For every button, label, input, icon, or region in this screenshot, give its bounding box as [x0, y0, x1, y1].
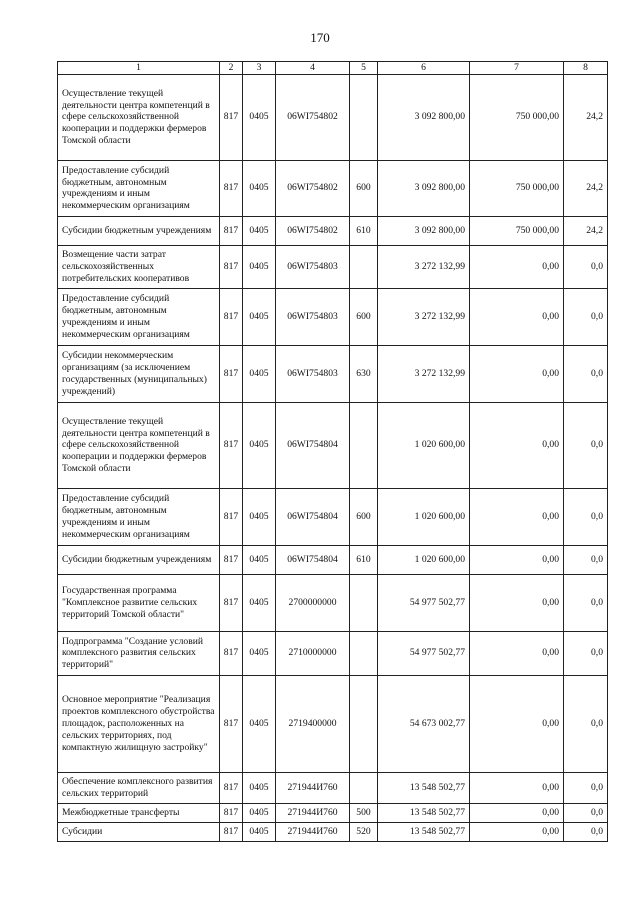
table-row — [58, 288, 608, 345]
cell-section: 0405 — [243, 345, 276, 402]
cell-target-article: 271944И760 — [276, 803, 350, 822]
table-row — [58, 74, 608, 160]
cell-actual-amount: 0,00 — [470, 288, 564, 345]
cell-plan-amount: 13 548 502,77 — [378, 772, 470, 803]
cell-section: 0405 — [243, 216, 276, 245]
cell-admin-code: 817 — [220, 160, 243, 216]
column-header: 1 — [58, 62, 220, 75]
table-row — [58, 545, 608, 574]
cell-expense-type: 600 — [350, 488, 378, 545]
row-name: Осуществление текущей деятельности центра компетенций в сфере сельскохозяйственной кооперации и поддержки фермеров Томской области — [58, 74, 220, 160]
table-row — [58, 803, 608, 822]
cell-actual-amount: 750 000,00 — [470, 160, 564, 216]
cell-section: 0405 — [243, 74, 276, 160]
cell-actual-amount: 0,00 — [470, 631, 564, 675]
cell-target-article: 06WI754802 — [276, 74, 350, 160]
cell-actual-amount: 0,00 — [470, 803, 564, 822]
table-row — [58, 772, 608, 803]
column-header: 5 — [350, 62, 378, 75]
table-row — [58, 216, 608, 245]
cell-target-article: 2710000000 — [276, 631, 350, 675]
cell-admin-code: 817 — [220, 675, 243, 772]
cell-target-article: 06WI754802 — [276, 216, 350, 245]
cell-section: 0405 — [243, 631, 276, 675]
row-name: Осуществление текущей деятельности центра компетенций в сфере сельскохозяйственной кооперации и поддержки фермеров Томской области — [58, 402, 220, 488]
cell-percent: 0,0 — [564, 822, 608, 841]
cell-expense-type — [350, 631, 378, 675]
cell-section: 0405 — [243, 574, 276, 631]
cell-percent: 0,0 — [564, 574, 608, 631]
cell-section: 0405 — [243, 803, 276, 822]
cell-plan-amount: 3 092 800,00 — [378, 216, 470, 245]
cell-expense-type — [350, 402, 378, 488]
cell-admin-code: 817 — [220, 631, 243, 675]
column-header: 6 — [378, 62, 470, 75]
cell-percent: 24,2 — [564, 74, 608, 160]
cell-target-article: 06WI754802 — [276, 160, 350, 216]
cell-section: 0405 — [243, 402, 276, 488]
cell-target-article: 2700000000 — [276, 574, 350, 631]
row-name: Субсидии бюджетным учреждениям — [58, 545, 220, 574]
cell-target-article: 271944И760 — [276, 822, 350, 841]
row-name: Предоставление субсидий бюджетным, автономным учреждениям и иным некоммерческим организациям — [58, 288, 220, 345]
table-row — [58, 574, 608, 631]
cell-percent: 0,0 — [564, 402, 608, 488]
cell-section: 0405 — [243, 772, 276, 803]
table-row — [58, 488, 608, 545]
cell-actual-amount: 0,00 — [470, 772, 564, 803]
cell-admin-code: 817 — [220, 245, 243, 288]
cell-expense-type: 500 — [350, 803, 378, 822]
cell-admin-code: 817 — [220, 402, 243, 488]
cell-expense-type: 600 — [350, 160, 378, 216]
cell-plan-amount: 54 977 502,77 — [378, 574, 470, 631]
cell-actual-amount: 750 000,00 — [470, 216, 564, 245]
cell-percent: 0,0 — [564, 288, 608, 345]
cell-percent: 0,0 — [564, 803, 608, 822]
table-row — [58, 245, 608, 288]
cell-target-article: 06WI754804 — [276, 402, 350, 488]
cell-admin-code: 817 — [220, 74, 243, 160]
column-header: 8 — [564, 62, 608, 75]
cell-percent: 0,0 — [564, 488, 608, 545]
cell-actual-amount: 0,00 — [470, 345, 564, 402]
cell-target-article: 271944И760 — [276, 772, 350, 803]
row-name: Межбюджетные трансферты — [58, 803, 220, 822]
cell-target-article: 06WI754803 — [276, 345, 350, 402]
table-row — [58, 160, 608, 216]
cell-plan-amount: 3 272 132,99 — [378, 345, 470, 402]
cell-target-article: 06WI754803 — [276, 245, 350, 288]
row-name: Возмещение части затрат сельскохозяйственных потребительских кооперативов — [58, 245, 220, 288]
cell-admin-code: 817 — [220, 803, 243, 822]
row-name: Подпрограмма "Создание условий комплексного развития сельских территорий" — [58, 631, 220, 675]
cell-percent: 0,0 — [564, 675, 608, 772]
row-name: Обеспечение комплексного развития сельских территорий — [58, 772, 220, 803]
cell-expense-type: 610 — [350, 216, 378, 245]
row-name: Предоставление субсидий бюджетным, автономным учреждениям и иным некоммерческим организациям — [58, 160, 220, 216]
row-name: Субсидии бюджетным учреждениям — [58, 216, 220, 245]
row-name: Государственная программа "Комплексное развитие сельских территорий Томской области" — [58, 574, 220, 631]
page-number: 170 — [310, 30, 330, 45]
cell-target-article: 06WI754804 — [276, 488, 350, 545]
cell-target-article: 06WI754803 — [276, 288, 350, 345]
cell-plan-amount: 3 092 800,00 — [378, 74, 470, 160]
cell-percent: 0,0 — [564, 345, 608, 402]
table-row — [58, 631, 608, 675]
cell-section: 0405 — [243, 545, 276, 574]
cell-actual-amount: 0,00 — [470, 488, 564, 545]
cell-section: 0405 — [243, 822, 276, 841]
cell-plan-amount: 1 020 600,00 — [378, 488, 470, 545]
cell-percent: 0,0 — [564, 631, 608, 675]
row-name: Субсидии некоммерческим организациям (за исключением государственных (муниципальных) учреждений) — [58, 345, 220, 402]
cell-section: 0405 — [243, 675, 276, 772]
cell-admin-code: 817 — [220, 574, 243, 631]
cell-admin-code: 817 — [220, 488, 243, 545]
cell-actual-amount: 0,00 — [470, 822, 564, 841]
header-row — [58, 62, 608, 75]
row-name: Субсидии — [58, 822, 220, 841]
column-header: 7 — [470, 62, 564, 75]
cell-target-article: 2719400000 — [276, 675, 350, 772]
cell-actual-amount: 0,00 — [470, 245, 564, 288]
cell-expense-type: 600 — [350, 288, 378, 345]
cell-expense-type — [350, 245, 378, 288]
cell-percent: 0,0 — [564, 245, 608, 288]
cell-percent: 24,2 — [564, 160, 608, 216]
row-name: Предоставление субсидий бюджетным, автономным учреждениям и иным некоммерческим организациям — [58, 488, 220, 545]
cell-actual-amount: 750 000,00 — [470, 74, 564, 160]
cell-admin-code: 817 — [220, 545, 243, 574]
cell-plan-amount: 3 272 132,99 — [378, 245, 470, 288]
cell-admin-code: 817 — [220, 288, 243, 345]
table-row — [58, 822, 608, 841]
table-row — [58, 675, 608, 772]
cell-section: 0405 — [243, 488, 276, 545]
table-row — [58, 402, 608, 488]
cell-section: 0405 — [243, 245, 276, 288]
cell-expense-type — [350, 574, 378, 631]
cell-actual-amount: 0,00 — [470, 574, 564, 631]
cell-plan-amount: 1 020 600,00 — [378, 545, 470, 574]
cell-actual-amount: 0,00 — [470, 402, 564, 488]
cell-plan-amount: 13 548 502,77 — [378, 803, 470, 822]
cell-section: 0405 — [243, 160, 276, 216]
cell-admin-code: 817 — [220, 345, 243, 402]
cell-target-article: 06WI754804 — [276, 545, 350, 574]
cell-section: 0405 — [243, 288, 276, 345]
cell-plan-amount: 3 092 800,00 — [378, 160, 470, 216]
column-header: 4 — [276, 62, 350, 75]
cell-plan-amount: 54 673 002,77 — [378, 675, 470, 772]
cell-percent: 0,0 — [564, 772, 608, 803]
cell-expense-type — [350, 772, 378, 803]
budget-table — [57, 61, 608, 842]
cell-expense-type: 520 — [350, 822, 378, 841]
cell-plan-amount: 1 020 600,00 — [378, 402, 470, 488]
cell-actual-amount: 0,00 — [470, 545, 564, 574]
cell-expense-type — [350, 74, 378, 160]
cell-expense-type: 630 — [350, 345, 378, 402]
cell-admin-code: 817 — [220, 822, 243, 841]
cell-plan-amount: 13 548 502,77 — [378, 822, 470, 841]
cell-admin-code: 817 — [220, 772, 243, 803]
column-header: 2 — [220, 62, 243, 75]
cell-percent: 0,0 — [564, 545, 608, 574]
cell-percent: 24,2 — [564, 216, 608, 245]
cell-expense-type — [350, 675, 378, 772]
cell-plan-amount: 3 272 132,99 — [378, 288, 470, 345]
column-header: 3 — [243, 62, 276, 75]
table-row — [58, 345, 608, 402]
row-name: Основное мероприятие "Реализация проектов комплексного обустройства площадок, расположенных на сельских территориях, под компактную жилищную застройку" — [58, 675, 220, 772]
cell-expense-type: 610 — [350, 545, 378, 574]
cell-plan-amount: 54 977 502,77 — [378, 631, 470, 675]
cell-admin-code: 817 — [220, 216, 243, 245]
cell-actual-amount: 0,00 — [470, 675, 564, 772]
